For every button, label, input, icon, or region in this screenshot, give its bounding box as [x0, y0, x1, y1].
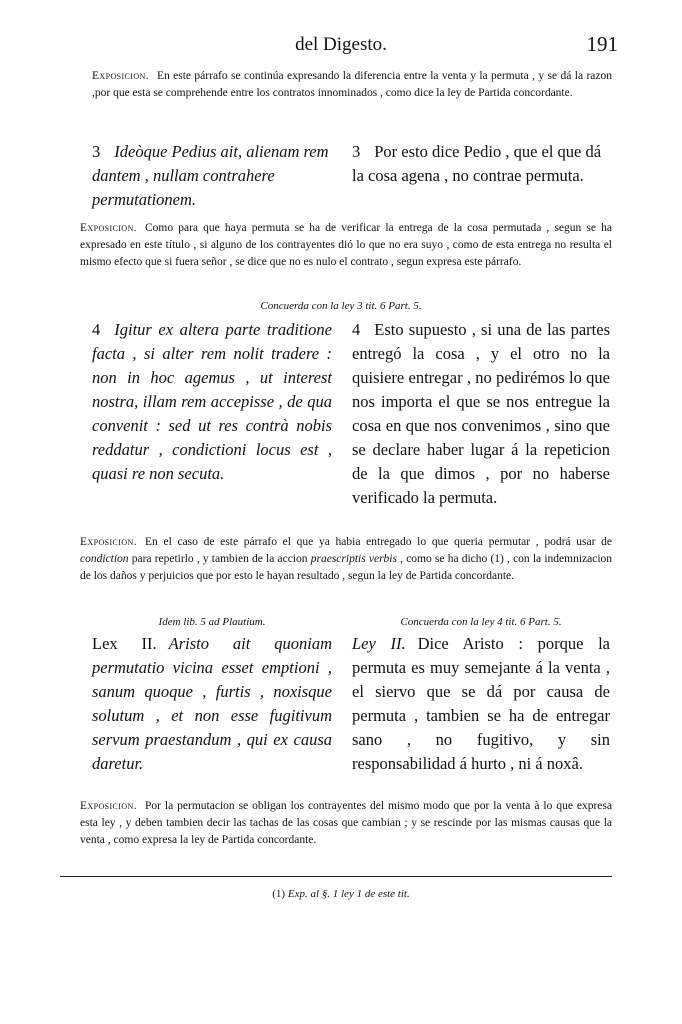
- exposicion-italic-term: praescriptis verbis: [310, 553, 397, 565]
- concordance-note-2: Concuerda con la ley 4 tit. 6 Part. 5.: [400, 616, 562, 628]
- spanish-text: Por esto dice Pedio , que el que dá la cosa agena , no contrae permuta.: [352, 142, 602, 185]
- spanish-text: Dice Aristo : porque la permuta es muy semejante á la venta , el siervo que se dá por causa de permuta , tambien se ha de entregar sano , no fugitivo, y sin responsabilidad á hurto , ni á noxâ.: [352, 634, 610, 773]
- exposicion-text: En el caso de este párrafo el que ya habia entregado lo que queria permutar , podrá usar de: [144, 536, 612, 548]
- latin-paragraph-3: [92, 140, 332, 212]
- concordance-note-1: Concuerda con la ley 3 tit. 6 Part. 5.: [260, 300, 422, 312]
- latin-text: Aristo ait quoniam permutatio vicina esset emptioni , sanum quoque , furtis , noxisque solutum , et non esse fugitivum servum praestandum , qui ex causa daretur.: [92, 634, 332, 773]
- paragraph-number: 4: [92, 320, 101, 339]
- exposicion-label: Exposicion.: [80, 536, 137, 548]
- exposicion-paragraph-1: [92, 68, 612, 102]
- exposicion-paragraph-3: [80, 534, 612, 585]
- exposicion-label: Exposicion.: [80, 222, 137, 234]
- paragraph-number: 3: [92, 142, 101, 161]
- paragraph-number: 3: [352, 142, 361, 161]
- exposicion-paragraph-2: [80, 220, 612, 271]
- exposicion-italic-term: condiction: [80, 553, 129, 565]
- exposicion-text: Por la permutacion se obligan los contrayentes del mismo modo que por la venta à lo que expresa esta ley , y deben tambien decir las tachas de las cosas que cambian ; y se rescinde por las mismas causas que la venta , como expresa la ley de Partida concordante.: [80, 800, 612, 846]
- spanish-paragraph-4: [352, 318, 610, 510]
- footnote-mark: (1): [272, 888, 286, 900]
- spanish-paragraph-3: [352, 140, 610, 188]
- exposicion-text: para repetirlo , y tambien de la accion: [131, 553, 308, 565]
- footnote-text: Exp. al §. 1 ley 1 de este tit.: [287, 888, 410, 900]
- latin-text: Ideòque Pedius ait, alienam rem dantem , nullam contrahere permutationem.: [92, 142, 329, 209]
- spanish-ley-2: [352, 632, 610, 776]
- exposicion-paragraph-4: [80, 798, 612, 849]
- latin-lex-2: [92, 632, 332, 776]
- exposicion-label: Exposicion.: [80, 800, 137, 812]
- footnote: [0, 888, 682, 900]
- source-note: Idem lib. 5 ad Plautium.: [158, 616, 266, 628]
- footnote-rule: [60, 876, 612, 877]
- exposicion-text: En este párrafo se continúa expresando la diferencia entre la venta y la permuta , y se dá la razon ,por que esta se comprehende entre los contratos innominados , como dice la ley de Partida concordante.: [92, 70, 612, 99]
- latin-paragraph-4: [92, 318, 332, 486]
- exposicion-label: Exposicion.: [92, 70, 149, 82]
- exposicion-text: , como se ha dicho (1) , con la indemnizacion de los daños y perjuicios que por esto le hayan resultado , segun la ley de Partida concordante.: [80, 553, 613, 582]
- latin-text: Igitur ex altera parte traditione facta , si alter rem nolit tradere : non in hoc agemus , ut interest nostra, illam rem accepisse , de qua convenit : sed ut res contrà nobis reddatur , condictioni locus est , quasi re non secuta.: [92, 320, 332, 483]
- page-number: 191: [586, 32, 618, 56]
- running-header: del Digesto.: [295, 34, 387, 55]
- ley-heading: Ley II.: [352, 634, 406, 653]
- exposicion-text: Como para que haya permuta se ha de verificar la entrega de la cosa permutada , segun se ha expresado en este título , si alguno de los contrayentes dió lo que no era suyo , como de esta entrega no resulta el mismo efecto que si fuera señor , se dice que no es nulo el contrato , segun expresa este párrafo.: [80, 222, 612, 268]
- spanish-text: Esto supuesto , si una de las partes entregó la cosa , y el otro no la quisiere entregar , no pedirémos lo que nos importa el que se nos entregue la cosa en que nos convenimos , sino que se declare haber lugar á la repeticion de la que dimos , por no haberse verificado la permuta.: [352, 320, 610, 507]
- paragraph-number: 4: [352, 320, 361, 339]
- lex-heading: Lex II.: [92, 634, 157, 653]
